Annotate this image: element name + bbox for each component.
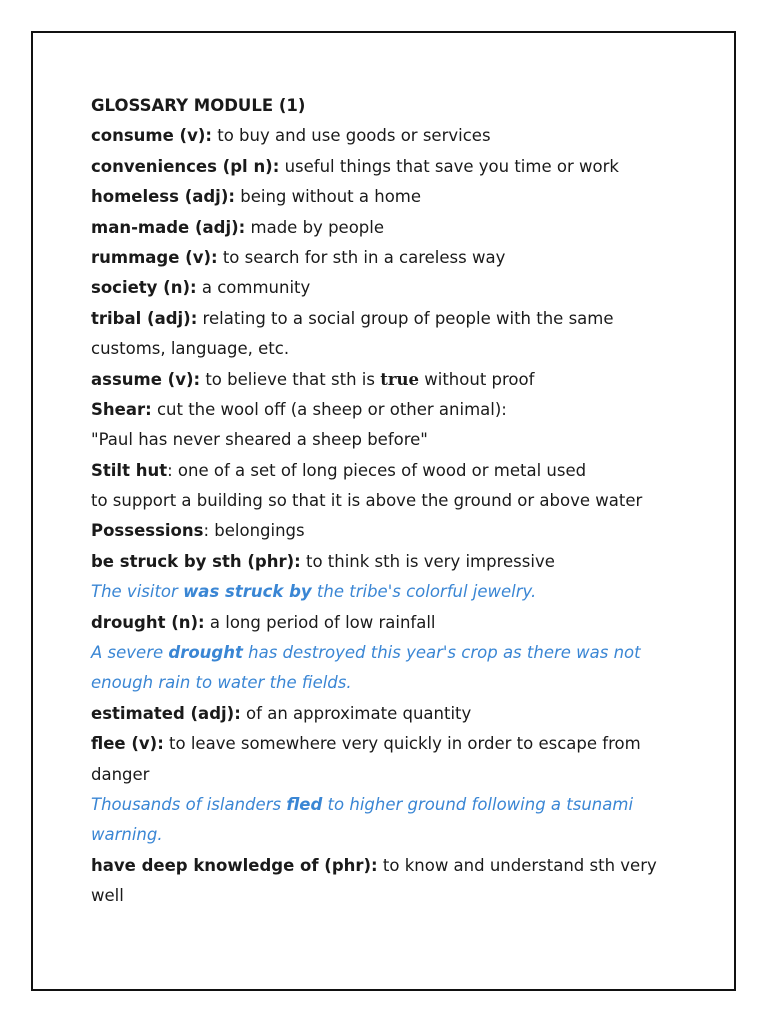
entry-rummage	[91, 243, 691, 273]
entry-flee	[91, 729, 691, 759]
definition: a long period of low rainfall	[204, 612, 436, 632]
document-page	[31, 31, 736, 991]
term: assume (v):	[91, 369, 201, 389]
term: have deep knowledge of (phr):	[91, 855, 378, 875]
entry-homeless	[91, 182, 691, 212]
definition: a community	[196, 278, 311, 298]
example-text-continued: enough rain to water the fields.	[91, 673, 352, 693]
entry-tribal-continued	[91, 334, 691, 364]
entry-flee-continued	[91, 760, 691, 790]
definition: cut the wool off (a sheep or other animal):	[151, 399, 507, 419]
term: flee (v):	[91, 734, 164, 754]
definition: relating to a social group of people with the same	[197, 308, 614, 328]
term: drought (n):	[91, 612, 205, 632]
example-struck	[91, 577, 691, 607]
example-drought-continued	[91, 668, 691, 698]
term: consume (v):	[91, 126, 212, 146]
entry-shear-quote	[91, 425, 691, 455]
definition: to search for sth in a careless way	[217, 247, 506, 267]
entry-drought	[91, 608, 691, 638]
definition-continued: danger	[91, 764, 150, 784]
definition-continued: customs, language, etc.	[91, 339, 290, 359]
definition: to know and understand sth very	[377, 855, 657, 875]
definition: to leave somewhere very quickly in order to escape from	[163, 734, 641, 754]
entry-possessions	[91, 516, 691, 546]
example-text: Thousands of islanders	[91, 794, 287, 814]
entry-assume	[91, 365, 691, 395]
example-text-continued: warning.	[91, 825, 163, 845]
term: be struck by sth (phr):	[91, 551, 301, 571]
definition: useful things that save you time or work	[279, 156, 619, 176]
term: estimated (adj):	[91, 703, 241, 723]
glossary-title: GLOSSARY MODULE (1)	[91, 96, 306, 115]
example-text-end: the tribe's colorful jewelry.	[311, 582, 537, 602]
term: tribal (adj):	[91, 308, 198, 328]
glossary-content	[91, 91, 691, 912]
emphasized-word: true	[380, 369, 420, 389]
example-flee	[91, 790, 691, 820]
entry-conveniences	[91, 152, 691, 182]
example-text: A severe	[91, 643, 169, 663]
glossary-title-line	[91, 91, 691, 121]
example-keyword: was struck by	[183, 582, 312, 602]
example-text-end: has destroyed this year's crop as there was not	[242, 643, 641, 663]
term: man-made (adj):	[91, 217, 246, 237]
entry-man-made	[91, 213, 691, 243]
definition: being without a home	[234, 187, 422, 207]
term: Shear:	[91, 399, 152, 419]
example-flee-continued	[91, 820, 691, 850]
definition: made by people	[245, 217, 384, 237]
definition: to believe that sth is	[200, 369, 381, 389]
term: rummage (v):	[91, 247, 218, 267]
entry-struck	[91, 547, 691, 577]
example-text-end: to higher ground following a tsunami	[322, 794, 634, 814]
definition: : belongings	[203, 521, 305, 541]
definition-end: without proof	[419, 369, 535, 389]
definition: to think sth is very impressive	[300, 551, 555, 571]
term: Stilt hut	[91, 460, 168, 480]
definition: of an approximate quantity	[240, 703, 472, 723]
entry-stilt-hut-continued	[91, 486, 691, 516]
example-keyword: drought	[168, 643, 243, 663]
entry-tribal	[91, 304, 691, 334]
definition-continued: well	[91, 886, 124, 906]
definition: to buy and use goods or services	[212, 126, 491, 146]
term: society (n):	[91, 278, 197, 298]
example-drought	[91, 638, 691, 668]
entry-consume	[91, 121, 691, 151]
entry-stilt-hut	[91, 456, 691, 486]
term: conveniences (pl n):	[91, 156, 280, 176]
example-keyword: fled	[286, 794, 323, 814]
term: Possessions	[91, 521, 204, 541]
entry-shear	[91, 395, 691, 425]
entry-deep-knowledge	[91, 851, 691, 881]
definition-continued: to support a building so that it is above the ground or above water	[91, 491, 643, 511]
entry-estimated	[91, 699, 691, 729]
entry-society	[91, 273, 691, 303]
entry-deep-knowledge-continued	[91, 881, 691, 911]
term: homeless (adj):	[91, 187, 235, 207]
quote-example: "Paul has never sheared a sheep before"	[91, 430, 428, 450]
example-text: The visitor	[91, 582, 184, 602]
definition: : one of a set of long pieces of wood or metal used	[167, 460, 587, 480]
